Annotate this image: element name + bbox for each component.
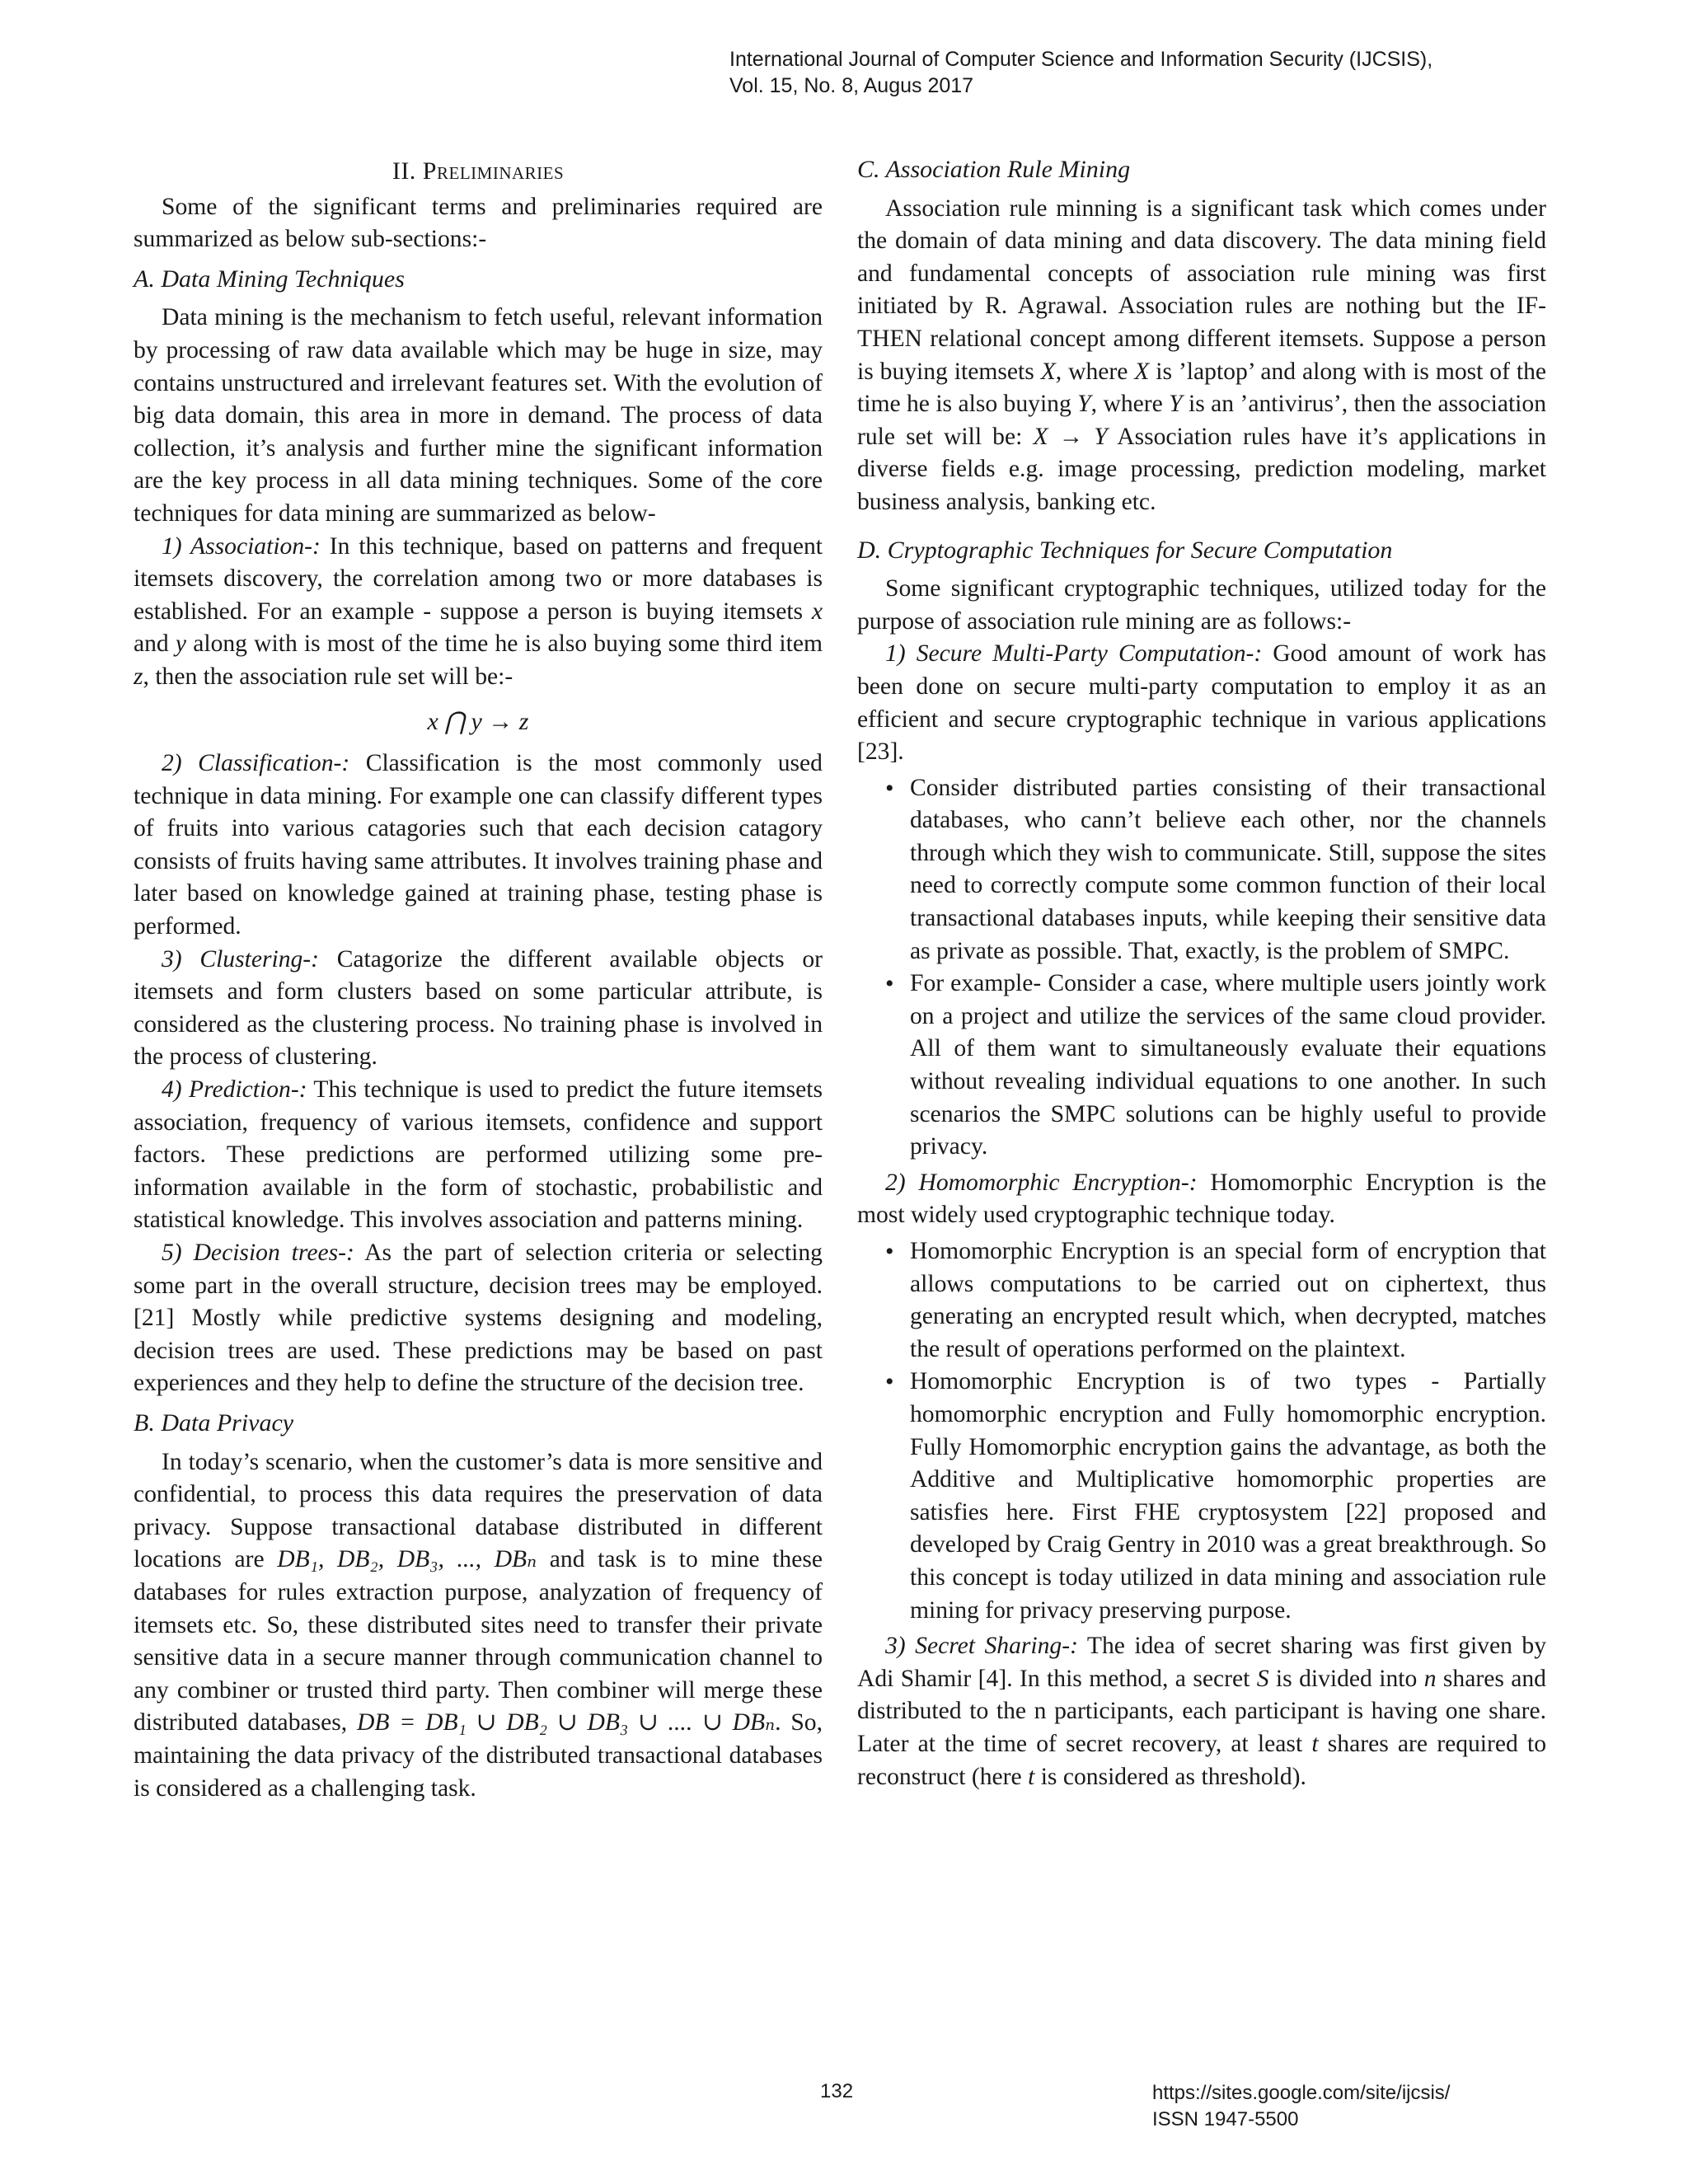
decision-trees-label: 5) Decision trees-: xyxy=(162,1240,354,1266)
page-number: 132 xyxy=(820,2080,854,2102)
ss-text-3: shares and distributed to the n participants, each participant is having one share. Later at the time of secret recovery, at least xyxy=(857,1665,1546,1757)
math-Y-1: Y xyxy=(1077,391,1091,418)
ss-text-4: shares are required to reconstruct (here xyxy=(857,1730,1547,1790)
math-db-list: DB₁, DB₂, DB₃, ..., DBₙ xyxy=(277,1546,537,1573)
smpc-bullet-list xyxy=(857,772,1546,1164)
math-z: z xyxy=(134,663,143,690)
arm-text-1: Association rule minning is a significant task which comes under the domain of data mining and data discovery. The data mining field and fundamental concepts of association rule mining was first initiated by R. Agrawal. Association rules are nothing but the IF-THEN relational concept among different itemsets. Suppose a person is buying itemsets xyxy=(857,194,1546,385)
bullet-dot-icon: • xyxy=(885,774,894,802)
classification-paragraph xyxy=(134,748,823,944)
math-rule-X-Y: X → Y xyxy=(1033,423,1108,450)
prediction-paragraph xyxy=(134,1074,823,1237)
subsection-title-data-privacy: B. Data Privacy xyxy=(134,1408,294,1436)
secret-sharing-paragraph xyxy=(857,1630,1546,1793)
list-item: • Consider distributed parties consisting of their transactional databases, who cann’t believe each other, nor the channels through which they wish to communicate. Still, suppose the sites need to correctly compute some common function of their local transactional databases inputs, while keeping their sensitive data as private as possible. That, exactly, is the problem of SMPC. xyxy=(910,772,1546,968)
decision-trees-paragraph xyxy=(134,1237,823,1400)
prediction-label: 4) Prediction-: xyxy=(162,1076,307,1104)
clustering-paragraph xyxy=(134,944,823,1074)
arm-text-4: , where xyxy=(1090,391,1163,418)
math-X-1: X xyxy=(1040,358,1056,385)
math-x: x xyxy=(811,598,823,625)
association-text-2: along with is most of the time he is also buying some third item xyxy=(193,630,823,658)
math-t-1: t xyxy=(1311,1730,1319,1757)
intro-paragraph: Some of the significant terms and preliminaries required are summarized as below sub-sections:- xyxy=(134,193,823,253)
bullet-dot-icon: • xyxy=(885,970,894,998)
association-equation: x ⋂ y → z xyxy=(427,707,529,735)
bullet-dot-icon: • xyxy=(885,1238,894,1265)
arm-text-2: , where xyxy=(1055,358,1128,385)
right-column xyxy=(857,153,1546,1793)
data-privacy-paragraph xyxy=(134,1446,823,1806)
list-item: • Homomorphic Encryption is of two types - Partially homomorphic encryption and Fully homomorphic encryption. Fully Homomorphic encryption gains the advantage, as both the Additive and Multiplicative homomorphic properties are satisfies here. First FHE cryptosystem [22] proposed and developed by Craig Gentry in 2010 was a great breakthrough. So this concept is today utilized in data mining and association rule mining for privacy preserving purpose. xyxy=(910,1366,1546,1627)
footer-issn: ISSN 1947-5500 xyxy=(1152,2108,1299,2130)
ss-text-5: is considered as threshold). xyxy=(1040,1763,1306,1790)
journal-title: International Journal of Computer Science and Information Security (IJCSIS), xyxy=(729,48,1433,71)
footer-info xyxy=(1152,2080,1450,2133)
math-db-union: DB = DB₁ ∪ DB₂ ∪ DB₃ ∪ .... ∪ DBₙ xyxy=(357,1709,776,1736)
classification-label: 2) Classification-: xyxy=(162,750,350,777)
journal-volume: Vol. 15, No. 8, Augus 2017 xyxy=(729,74,974,97)
association-text-3: , then the association rule set will be:- xyxy=(143,663,513,690)
classification-text: Classification is the most commonly used technique in data mining. For example one can classify different types of fruits into various catagories such that each decision catagory consists of fruits having same attributes. It involves training phase and later based on knowledge gained at training phase, testing phase is performed. xyxy=(134,750,823,940)
data-mining-paragraph: Data mining is the mechanism to fetch useful, relevant information by processing of raw data available which may be huge in size, may contains unstructured and irrelevant features set. With the evolution of big data domain, this area in more in demand. The process of data collection, it’s analysis and further mine the significant information are the key process in all data mining techniques. Some of the core techniques for data mining are summarized as below- xyxy=(134,304,823,527)
crypto-intro-paragraph: Some significant cryptographic techniques, utilized today for the purpose of association rule mining are as follows:- xyxy=(857,575,1546,635)
decision-trees-text: As the part of selection criteria or selecting some part in the overall structure, decision trees may be employed. [21] Mostly while predictive systems designing and modeling, decision trees are used. These predictions may be based on past experiences and they help to define the structure of the decision tree. xyxy=(134,1240,823,1397)
ss-text-2: is divided into xyxy=(1275,1665,1418,1692)
privacy-text-3: . So, maintaining the data privacy of the distributed transactional databases is considered as a challenging task. xyxy=(134,1709,823,1802)
left-column xyxy=(134,155,823,1805)
arm-text-6: Association rules have it’s applications in diverse fields e.g. image processing, prediction modeling, market business analysis, banking etc. xyxy=(857,423,1546,515)
prediction-text: This technique is used to predict the future itemsets association, frequency of various itemsets, confidence and support factors. These predictions are performed utilizing some pre-information available in the form of stochastic, probabilistic and statistical knowledge. This involves association and patterns mining. xyxy=(134,1076,823,1234)
list-item: • Homomorphic Encryption is an special form of encryption that allows computations to be carried out on ciphertext, thus generating an encrypted result which, when decrypted, matches the result of operations performed on the plaintext. xyxy=(910,1235,1546,1366)
footer-url: https://sites.google.com/site/ijcsis/ xyxy=(1152,2082,1451,2104)
arm-text-3: is ’laptop’ and along with is most of the time he is also buying xyxy=(857,358,1547,418)
arm-text-5: is an ’antivirus’, then the association rule set will be: xyxy=(857,391,1546,450)
homomorphic-paragraph xyxy=(857,1167,1546,1232)
math-Y-2: Y xyxy=(1169,391,1183,418)
privacy-text-2: and task is to mine these databases for rules extraction purpose, analyzation of frequency of itemsets etc. So, these distributed sites need to transfer their private sensitive data in a secure manner through communication channel to any combiner or trusted third party. Then combiner will merge these distributed databases, xyxy=(134,1546,823,1736)
subsection-title-crypto: D. Cryptographic Techniques for Secure Computation xyxy=(857,536,1393,564)
smpc-label: 1) Secure Multi-Party Computation-: xyxy=(885,640,1263,668)
journal-header xyxy=(729,46,1432,99)
math-y: y xyxy=(175,630,187,658)
association-rule-paragraph xyxy=(857,193,1546,519)
association-label: 1) Association-: xyxy=(162,532,321,560)
clustering-label: 3) Clustering-: xyxy=(162,945,319,972)
association-and: and xyxy=(134,630,169,658)
subsection-title-association-rule: C. Association Rule Mining xyxy=(857,156,1131,183)
secret-sharing-label: 3) Secret Sharing-: xyxy=(885,1633,1078,1660)
math-S: S xyxy=(1256,1665,1269,1692)
math-t-2: t xyxy=(1028,1763,1035,1790)
subsection-title-data-mining: A. Data Mining Techniques xyxy=(134,265,405,293)
math-X-2: X xyxy=(1134,358,1150,385)
clustering-text: Catagorize the different available objects or itemsets and form clusters based on some particular attribute, is considered as the clustering process. No training phase is involved in the process of clustering. xyxy=(134,945,823,1071)
privacy-text-1: In today’s scenario, when the customer’s data is more sensitive and confidential, to process this data requires the preservation of data privacy. Suppose transactional database distributed in different locations are xyxy=(134,1448,823,1573)
smpc-paragraph xyxy=(857,638,1546,768)
association-text-1: In this technique, based on patterns and frequent itemsets discovery, the correlation among two or more databases is established. For an example - suppose a person is buying itemsets xyxy=(134,532,823,625)
homomorphic-label: 2) Homomorphic Encryption-: xyxy=(885,1169,1198,1196)
homomorphic-bullet-list xyxy=(857,1235,1546,1627)
ss-text-1: The idea of secret sharing was first given by Adi Shamir [4]. In this method, a secret xyxy=(857,1633,1546,1692)
math-n: n xyxy=(1423,1665,1437,1692)
bullet-dot-icon: • xyxy=(885,1368,894,1396)
section-title-preliminaries: II. Preliminaries xyxy=(392,157,565,185)
association-paragraph xyxy=(134,531,823,694)
smpc-text: Good amount of work has been done on secure multi-party computation to employ it as an efficient and secure cryptographic technique in various applications [23]. xyxy=(857,640,1546,766)
homomorphic-text: Homomorphic Encryption is the most widely used cryptographic technique today. xyxy=(857,1169,1546,1229)
list-item: • For example- Consider a case, where multiple users jointly work on a project and utilize the services of the same cloud provider. All of them want to simultaneously evaluate their equations without revealing individual equations to one another. In such scenarios the SMPC solutions can be highly useful to provide privacy. xyxy=(910,968,1546,1164)
